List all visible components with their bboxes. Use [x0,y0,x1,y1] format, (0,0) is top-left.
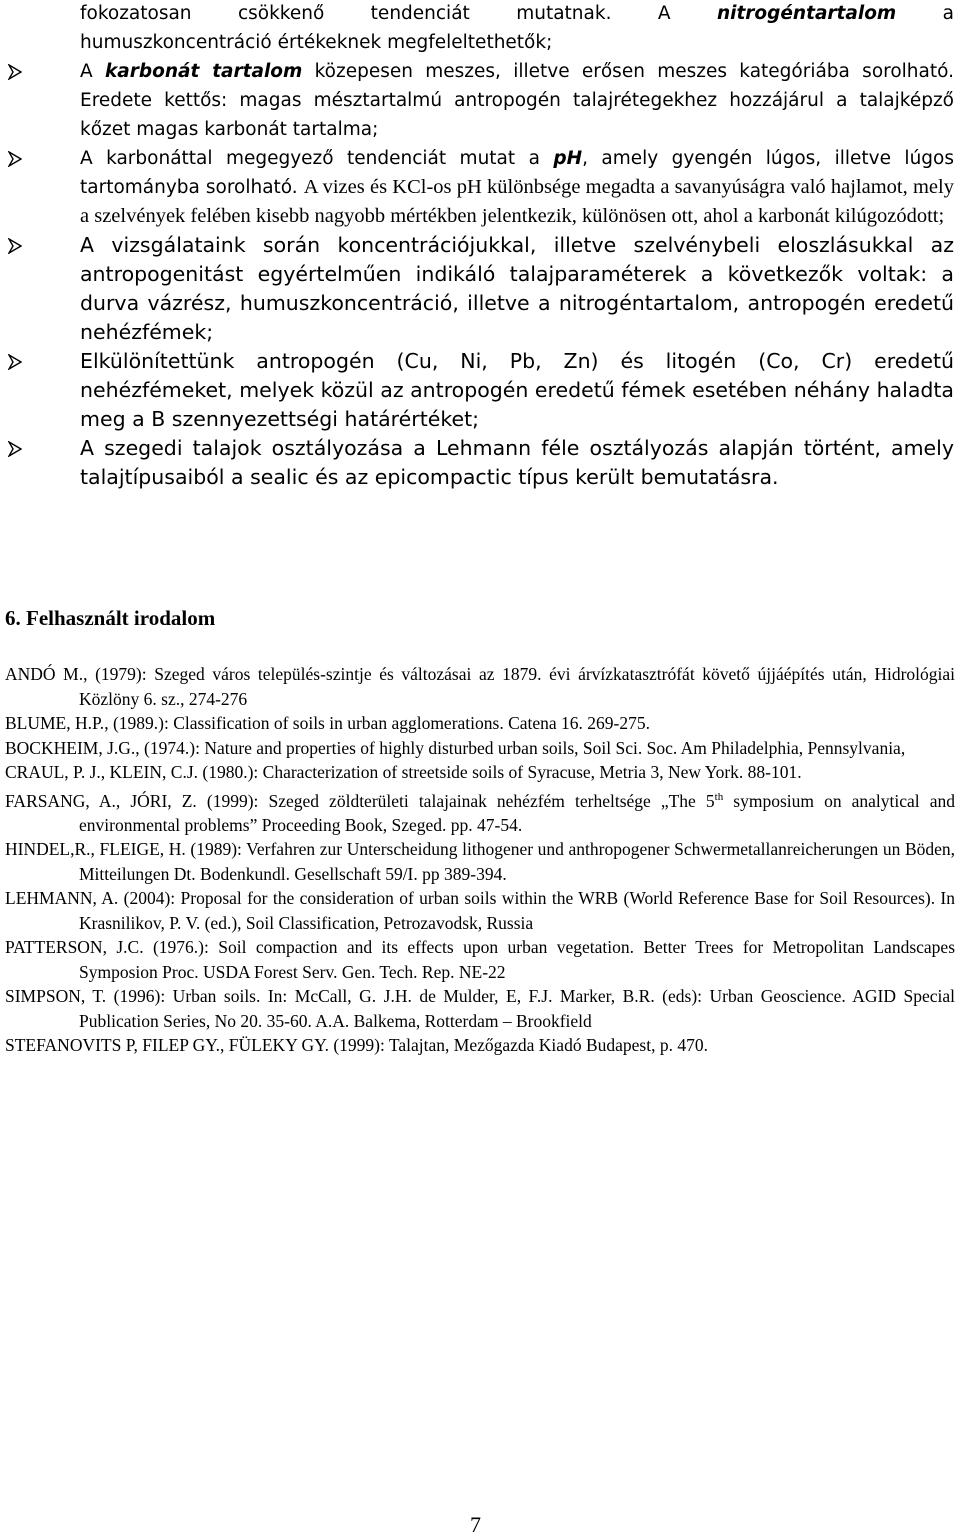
arrowhead-bullet-icon [8,64,22,80]
reference-item: PATTERSON, J.C. (1976.): Soil compaction and its effects upon urban vegetation. Better Trees for Metropolitan Landscapes Symposion Proc. USDA Forest Serv. Gen. Tech. Rep. NE-22 [5,937,956,982]
intro-line-2: humuszkoncentráció értékeknek megfeleltethetők; [80,32,553,53]
serif-bullets [0,231,960,492]
arrowhead-bullet-icon [8,238,22,254]
section-title: 6. Felhasznált irodalom [5,606,216,630]
reference-item: FARSANG, A., JÓRI, Z. (1999): Szeged zöldterületi talajainak nehézfém terheltsége „The 5th symposium on analytical and environmental problems” Proceeding Book, Szeged. pp. 47-54. [5,790,955,835]
reference-item: HINDEL,R., FLEIGE, H. (1989): Verfahren zur Unterscheidung lithogener und anthropogener Schwermetallanreicherungen un Böden, Mitteilungen Dt. Bodenkundl. Gesellschaft 59/I. pp 389-394. [5,839,956,884]
reference-item: STEFANOVITS P, FILEP GY., FÜLEKY GY. (1999): Talajtan, Mezőgazda Kiadó Budapest, p. 470. [5,1035,708,1056]
reference-item: BLUME, H.P., (1989.): Classification of soils in urban agglomerations. Catena 16. 269-275. [5,713,650,733]
reference-list [5,662,955,1058]
bullet-heavy-metals: Elkülönítettünk antropogén (Cu, Ni, Pb, Zn) és litogén (Co, Cr) eredetű nehézfémeket, melyek közül az antropogén eredetű fémek esetében néhány haladta meg a B szennyezettségi határértéket; [0,347,954,434]
conclusion-bullets [0,0,960,492]
reference-item: BOCKHEIM, J.G., (1974.): Nature and properties of highly disturbed urban soils, Soil Sci. Soc. Am Philadelphia, Pennsylvania, [5,737,906,758]
arrowhead-bullet-icon [8,441,22,457]
page-number: 7 [470,1512,481,1537]
bullet-ph: A karbonáttal megegyező tendenciát mutat a pH, amely gyengén lúgos, illetve lúgos tartományba sorolható. A vizes és KCl-os pH különbsége megadta a savanyúságra való hajlamot, mely a szelvények felében kisebb nagyobb mértékben jelentkezik, különösen ott, ahol a karbonát kilúgozódott; [0,144,954,231]
bullet-classification: A szegedi talajok osztályozása a Lehmann féle osztályozás alapján történt, amely talajtípusaiból a sealic és az epicompactic típus került bemutatásra. [0,434,954,492]
intro-line-1: fokozatosan csökkenő tendenciát mutatnak. A nitrogéntartalom a [80,3,954,24]
reference-item: LEHMANN, A. (2004): Proposal for the consideration of urban soils within the WRB (World Reference Base for Soil Resources). In Krasnilikov, P. V. (ed.), Soil Classification, Petrozavodsk, Russia [5,888,956,933]
bullet-anthropogenic-parameters: A vizsgálataink során koncentrációjukkal, illetve szelvénybeli eloszlásukkal az antropogenitást egyértelműen indikáló talajparaméterek a következők voltak: a durva vázrész, humuszkoncentráció, illetve a nitrogéntartalom, antropogén eredetű nehézfémek; [0,231,954,347]
bullet-carbonate: A karbonát tartalom közepesen meszes, illetve erősen meszes kategóriába sorolható. Eredete kettős: magas mésztartalmú antropogén talajrétegekhez hozzájárul a talajképző kőzet magas karbonát tartalma; [0,57,954,144]
reference-item: ANDÓ M., (1979): Szeged város település-szintje és változásai az 1879. évi árvízkatasztrófát követő újjáépítés után, Hidrológiai Közlöny 6. sz., 274-276 [5,664,955,709]
reference-item: CRAUL, P. J., KLEIN, C.J. (1980.): Characterization of streetside soils of Syracuse, Metria 3, New York. 88-101. [5,762,802,782]
reference-item: SIMPSON, T. (1996): Urban soils. In: McCall, G. J.H. de Mulder, E, F.J. Marker, B.R. (eds): Urban Geoscience. AGID Special Publication Series, No 20. 35-60. A.A. Balkema, Rotterdam – Brookfield [5,986,956,1031]
arrowhead-bullet-icon [8,151,22,167]
arrowhead-bullet-icon [8,354,22,370]
